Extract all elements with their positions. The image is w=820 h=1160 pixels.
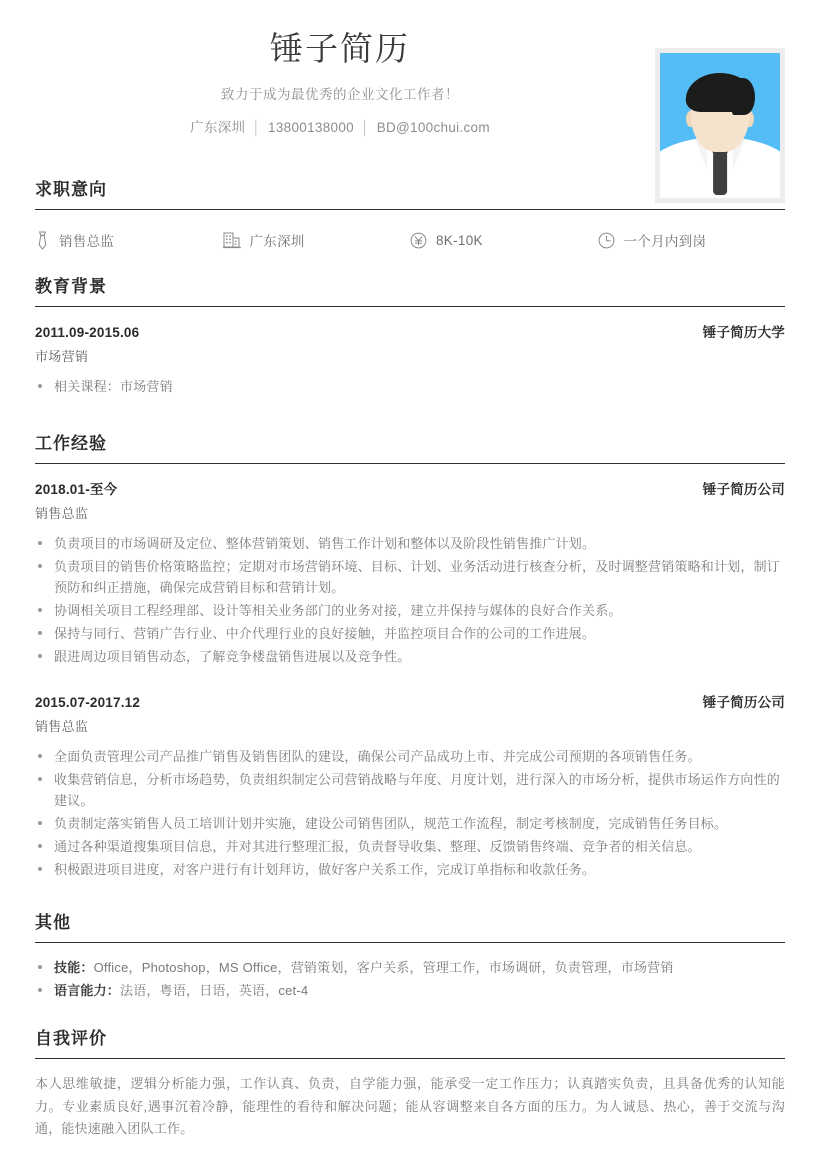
other-bullets: [35, 957, 785, 1002]
contact-separator-2: │: [360, 119, 370, 135]
intent-position-label: 销售总监: [59, 234, 115, 249]
list-item: 收集营销信息，分析市场趋势，负责组织制定公司营销战略与年度、月度计划，进行深入的市场分析，提供市场运作方向性的建议。: [35, 769, 785, 813]
intent-salary-label: 8K-10K: [436, 232, 483, 248]
entry-header: [35, 478, 785, 498]
spacer: [35, 886, 785, 908]
section-work-experience: [35, 429, 785, 886]
list-item: 负责项目的市场调研及定位、整体营销策划、销售工作计划和整体以及阶段性销售推广计划。: [35, 533, 785, 555]
spacer: [35, 403, 785, 429]
contact-separator-1: │: [252, 119, 262, 135]
section-divider: [35, 942, 785, 943]
section-education: [35, 272, 785, 403]
entry-header: [35, 691, 785, 711]
entry-organization: 锤子简历公司: [702, 694, 785, 710]
entry-bullets: [35, 746, 785, 881]
job-intent-row: [35, 224, 785, 272]
list-item: 负责项目的销售价格策略监控；定期对市场营销环境、目标、计划、业务活动进行核查分析，及时调整营销策略和计划，制订预防和纠正措施，确保完成营销目标和营销计划。: [35, 556, 785, 600]
contact-email: BD@100chui.com: [376, 119, 490, 135]
contact-location: 广东深圳: [190, 119, 246, 135]
entry-bullets: [35, 533, 785, 668]
intent-item-city: [223, 230, 411, 250]
building-icon: [223, 231, 241, 249]
other-item-value: 法语，粤语，日语，英语，cet-4: [120, 982, 309, 998]
entry-period: 2011.09-2015.06: [35, 325, 140, 340]
other-item-value: Office，Photoshop，MS Office，营销策划，客户关系，管理工作，市场调研，负责管理，市场营销: [93, 959, 674, 975]
entry-organization: 锤子简历大学: [702, 325, 785, 340]
spacer: [35, 1002, 785, 1024]
entry-header: [35, 321, 785, 341]
section-title-education: 教育背景: [35, 277, 107, 296]
section-self-evaluation: [35, 1024, 785, 1140]
work-entry: [35, 478, 785, 673]
contact-phone: 13800138000: [268, 119, 354, 135]
header-slogan: 致力于成为最优秀的企业文化工作者！: [221, 87, 459, 103]
intent-item-position: [35, 230, 223, 250]
work-entry: [35, 691, 785, 886]
list-item: 协调相关项目工程经理部、设计等相关业务部门的业务对接，建立并保持与媒体的良好合作关系。: [35, 600, 785, 622]
list-item: 积极跟进项目进度，对客户进行有计划拜访，做好客户关系工作，完成订单指标和收款任务。: [35, 859, 785, 881]
intent-item-availability: [598, 230, 786, 250]
avatar-photo: [660, 53, 780, 198]
avatar: [655, 48, 785, 203]
section-divider: [35, 306, 785, 307]
entry-bullets: [35, 376, 785, 398]
avatar-hair-sweep: [732, 78, 755, 116]
section-title-self-evaluation: 自我评价: [35, 1029, 107, 1049]
entry-period: 2015.07-2017.12: [35, 694, 141, 710]
resume-header: [35, 0, 785, 175]
section-other: [35, 908, 785, 1002]
page-title: 锤子简历: [270, 30, 410, 67]
intent-item-salary: [410, 232, 598, 249]
entry-period: 2018.01-至今: [35, 481, 118, 497]
list-item: 跟进周边项目销售动态，了解竞争楼盘销售进展以及竞争性。: [35, 646, 785, 668]
clock-icon: [598, 232, 615, 249]
entry-organization: 锤子简历公司: [702, 481, 785, 497]
yen-circle-icon: [410, 232, 427, 249]
list-item: 全面负责管理公司产品推广销售及销售团队的建设，确保公司产品成功上市、并完成公司预期的各项销售任务。: [35, 746, 785, 768]
section-title-job-intent: 求职意向: [35, 180, 107, 199]
avatar-tie-body: [713, 152, 727, 196]
section-title-other: 其他: [35, 912, 71, 932]
section-divider: [35, 463, 785, 464]
entry-subtitle: 销售总监: [35, 505, 89, 521]
list-item: [35, 957, 785, 979]
contact-line: [35, 118, 645, 138]
list-item: [35, 980, 785, 1002]
list-item: 保持与同行、营销广告行业、中介代理行业的良好接触，并监控项目合作的公司的工作进展。: [35, 623, 785, 645]
self-evaluation-text: 本人思维敏捷，逻辑分析能力强，工作认真、负责，自学能力强，能承受一定工作压力；认真踏实负责，且具备优秀的认知能力。专业素质良好,遇事沉着冷静，能理性的看待和解决问题；能从容调整来自各方面的压力。为人诚恳、热心，善于交流与沟通，能快速融入团队工作。: [35, 1076, 785, 1137]
entry-subtitle: 销售总监: [35, 718, 89, 734]
section-divider: [35, 209, 785, 210]
list-item: 相关课程：市场营销: [35, 376, 785, 398]
list-item: 通过各种渠道搜集项目信息，并对其进行整理汇报，负责督导收集、整理、反馈销售终端、竞争者的相关信息。: [35, 836, 785, 858]
list-item: 负责制定落实销售人员工培训计划并实施，建设公司销售团队，规范工作流程，制定考核制度，完成销售任务目标。: [35, 813, 785, 835]
other-item-label: 技能：: [54, 959, 94, 975]
section-title-work-experience: 工作经验: [35, 433, 107, 453]
tie-icon: [35, 231, 50, 250]
intent-city-label: 广东深圳: [249, 234, 305, 249]
entry-subtitle: 市场营销: [35, 349, 89, 364]
section-divider: [35, 1058, 785, 1059]
other-item-label: 语言能力：: [54, 982, 121, 998]
education-entry: [35, 321, 785, 403]
intent-availability-label: 一个月内到岗: [623, 234, 707, 249]
